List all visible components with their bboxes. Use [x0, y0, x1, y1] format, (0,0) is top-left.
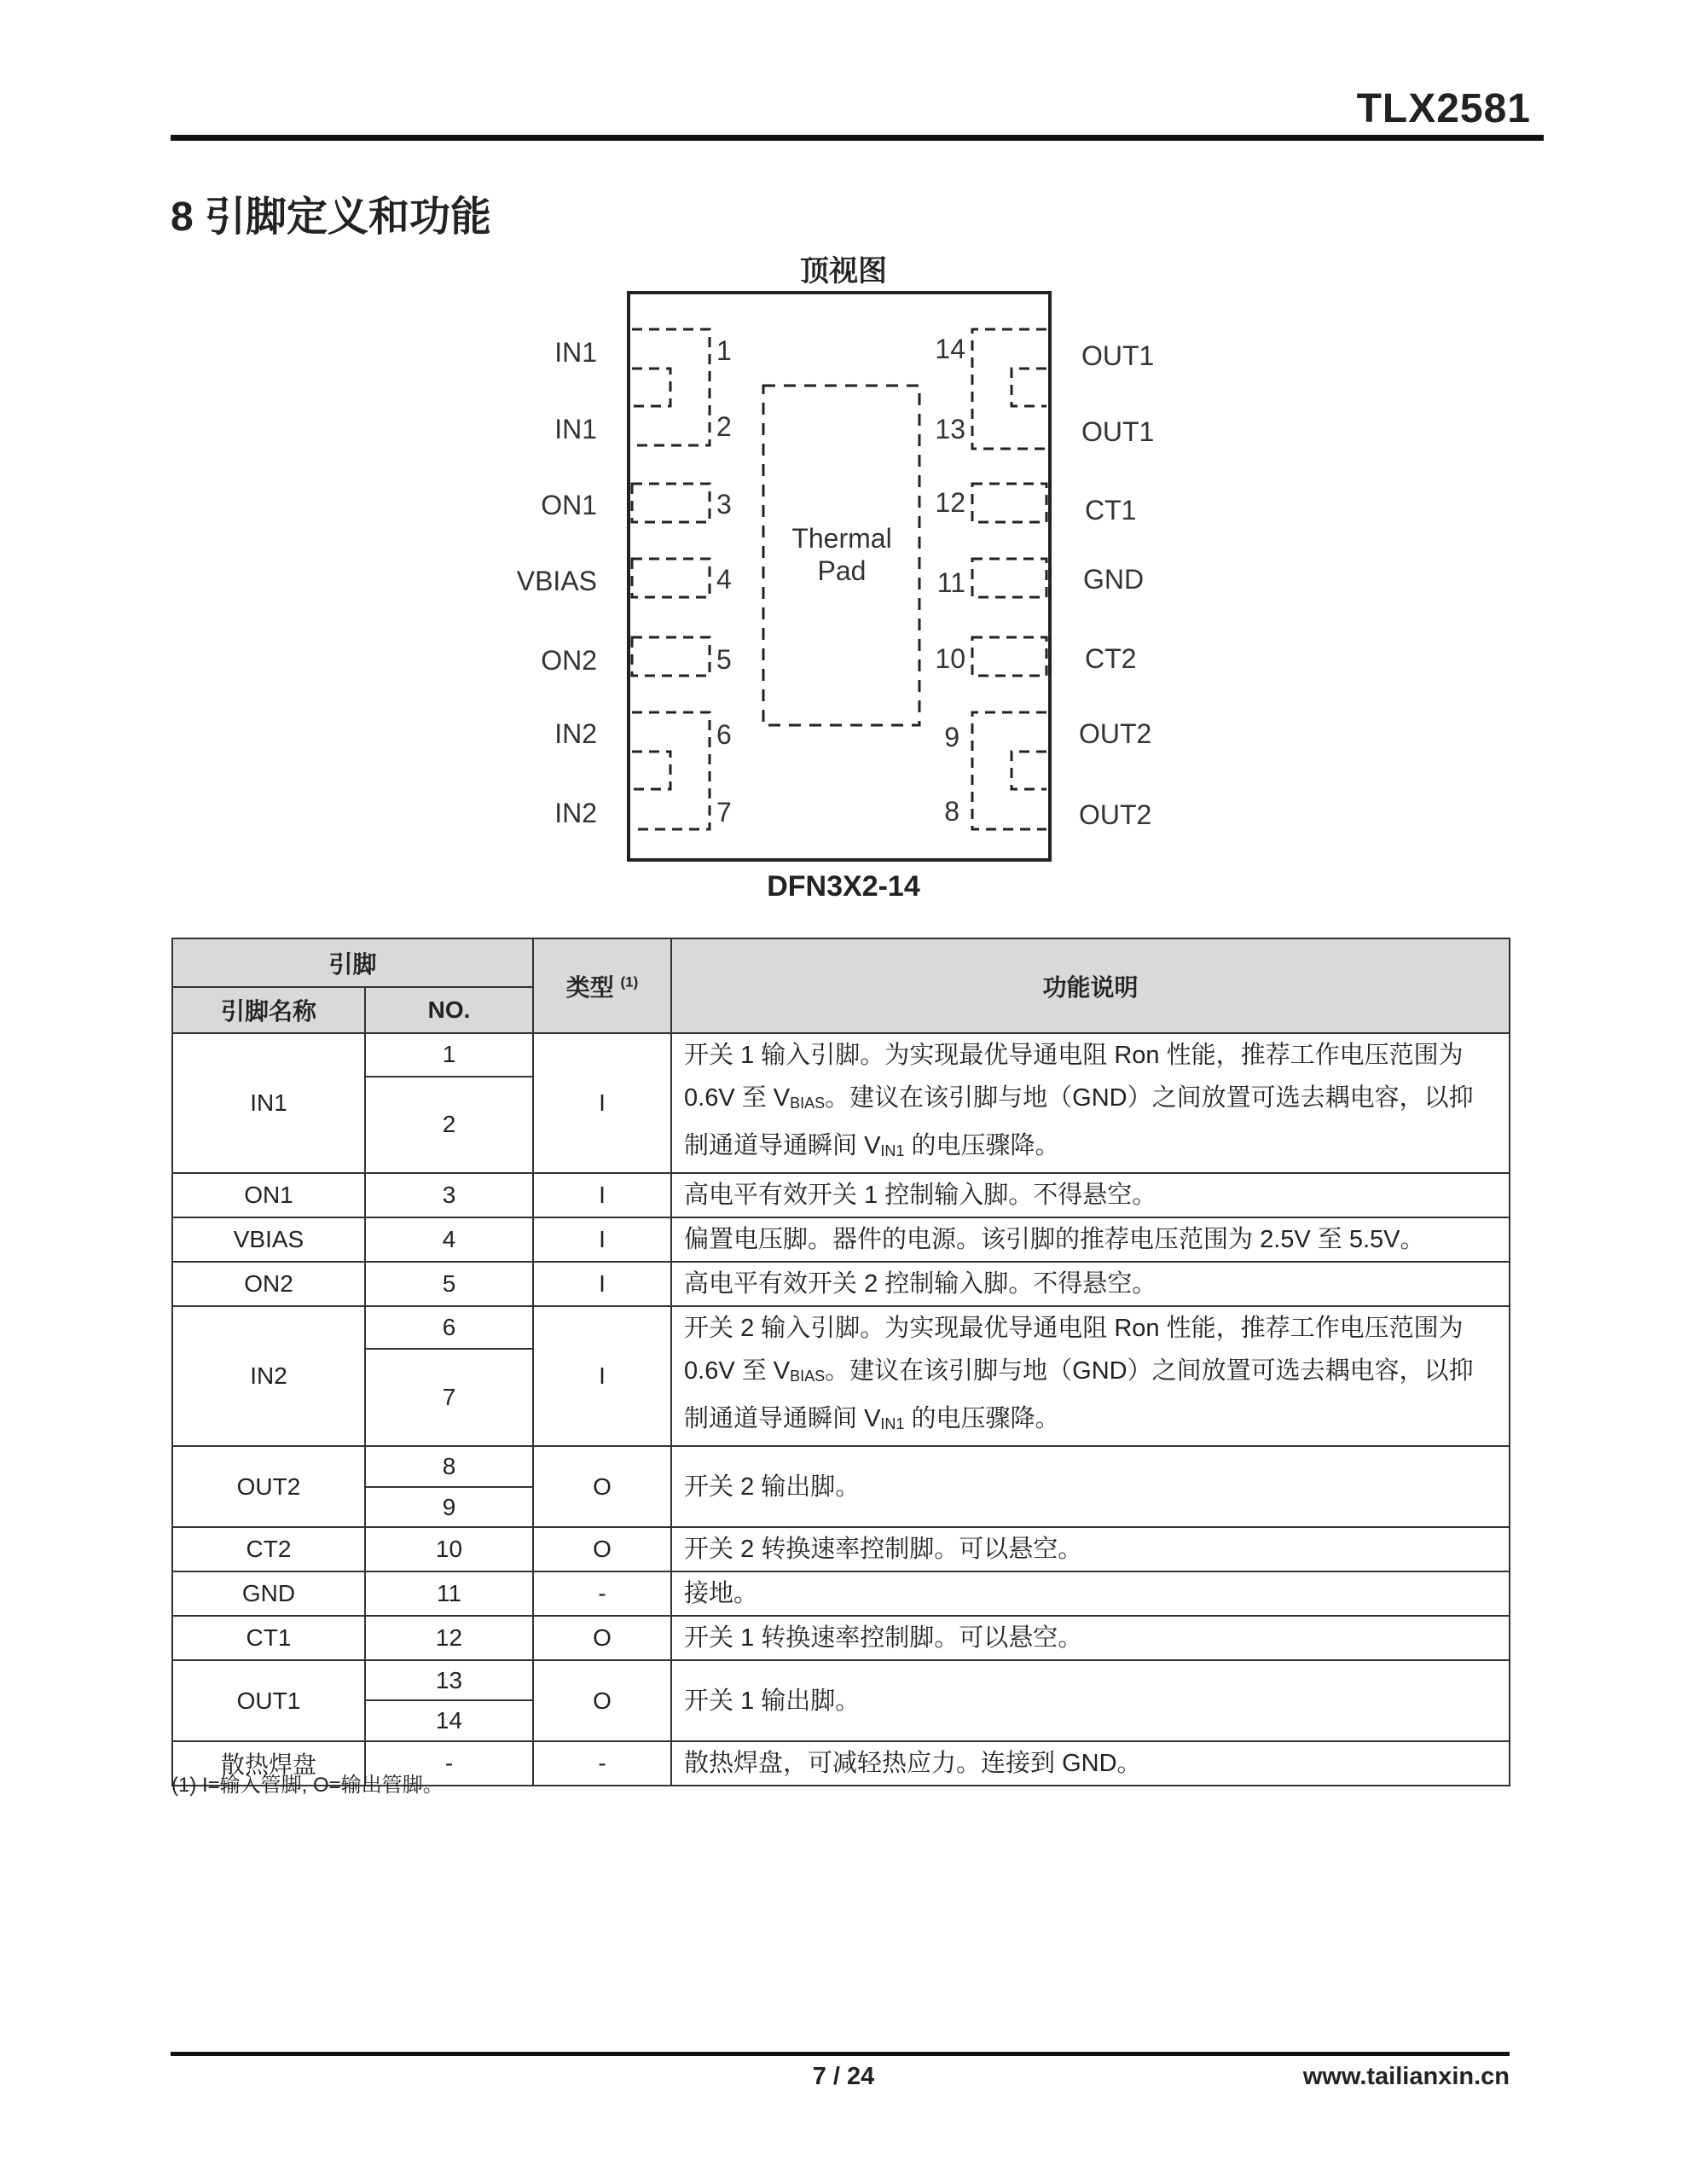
right-pin-no-11: 11	[936, 567, 965, 598]
right-pin-name-8: OUT2	[1079, 799, 1152, 830]
table-footnote: (1) I=输入管脚, O=输出管脚。	[171, 1774, 443, 1797]
part-number: TLX2581	[1356, 86, 1531, 131]
right-pin-name-9: OUT2	[1079, 718, 1152, 749]
footer-rule	[171, 2052, 1510, 2056]
table-row-out1	[172, 1660, 1510, 1700]
right-pin-name-13: OUT1	[1081, 416, 1155, 447]
cell-type: I	[533, 1262, 671, 1306]
cell-desc: 偏置电压脚。器件的电源。该引脚的推荐电压范围为 2.5V 至 5.5V。	[671, 1217, 1510, 1262]
cell-name: ON1	[172, 1173, 365, 1217]
cell-name: IN1	[172, 1033, 365, 1173]
pad-out2-notch	[1012, 752, 1046, 789]
table-row-out2	[172, 1446, 1510, 1487]
header-pin-name: 引脚名称	[172, 987, 365, 1033]
table-row-in2	[172, 1306, 1510, 1349]
left-pin-name-3: ON1	[541, 490, 597, 520]
table-row-ct1	[172, 1616, 1510, 1660]
left-pin-name-6: IN2	[554, 718, 597, 749]
cell-no: 13	[365, 1660, 533, 1700]
cell-desc: 散热焊盘，可减轻热应力。连接到 GND。	[671, 1741, 1510, 1786]
left-pin-name-2: IN1	[554, 414, 597, 444]
cell-name: ON2	[172, 1262, 365, 1306]
diagram-view-label: 顶视图	[800, 255, 887, 288]
header-function: 功能说明	[671, 938, 1510, 1033]
left-pin-no-5: 5	[716, 644, 732, 675]
left-pin-no-4: 4	[716, 564, 732, 595]
header-type: 类型 $^{(1)}$	[533, 938, 671, 1033]
cell-type: O	[533, 1446, 671, 1527]
right-pin-no-9: 9	[944, 722, 959, 752]
cell-type: -	[533, 1571, 671, 1616]
thermal-pad-label-2: Pad	[817, 555, 867, 586]
table-row-vbias	[172, 1217, 1510, 1262]
thermal-pad-label-1: Thermal	[791, 523, 892, 554]
cell-no: 7	[365, 1349, 533, 1446]
cell-desc: 高电平有效开关 1 控制输入脚。不得悬空。	[671, 1173, 1510, 1217]
right-pin-name-10: CT2	[1085, 643, 1137, 674]
left-pin-name-5: ON2	[541, 645, 597, 676]
package-name: DFN3X2-14	[767, 870, 920, 903]
cell-no: 2	[365, 1077, 533, 1173]
left-pin-no-2: 2	[716, 411, 732, 442]
page-number: 7 / 24	[812, 2063, 875, 2090]
cell-type: I	[533, 1217, 671, 1262]
cell-name: VBIAS	[172, 1217, 365, 1262]
cell-name: CT1	[172, 1616, 365, 1660]
pad-ct1	[972, 484, 1046, 522]
table-row-gnd	[172, 1571, 1510, 1616]
header-type-note: (1)	[620, 973, 639, 990]
cell-desc: 开关 1 转换速率控制脚。可以悬空。	[671, 1616, 1510, 1660]
cell-no: 9	[365, 1487, 533, 1527]
cell-desc: 高电平有效开关 2 控制输入脚。不得悬空。	[671, 1262, 1510, 1306]
right-pin-no-13: 13	[935, 414, 965, 444]
cell-no: 3	[365, 1173, 533, 1217]
cell-desc: 开关 2 转换速率控制脚。可以悬空。	[671, 1527, 1510, 1571]
cell-desc: 开关 2 输入引脚。为实现最优导通电阻 Ron 性能，推荐工作电压范围为 0.6V 至 $V_{BIAS}$。建议在该引脚与地（GND）之间放置可选去耦电容，以抑制通道导通瞬间 $V_{IN1}$ 的电压骤降。	[671, 1306, 1510, 1446]
cell-no: 4	[365, 1217, 533, 1262]
pad-ct2	[972, 637, 1046, 676]
header-pin-group: 引脚	[172, 938, 533, 987]
right-pin-name-14: OUT1	[1081, 340, 1155, 371]
pad-in2-notch	[632, 752, 670, 789]
cell-type: I	[533, 1306, 671, 1446]
cell-type: O	[533, 1527, 671, 1571]
left-pin-name-7: IN2	[554, 798, 597, 828]
cell-name: GND	[172, 1571, 365, 1616]
pad-on2	[632, 637, 710, 676]
pin-function-table	[171, 938, 1510, 1786]
right-pin-no-14: 14	[935, 334, 965, 364]
cell-desc: 开关 1 输入引脚。为实现最优导通电阻 Ron 性能，推荐工作电压范围为 0.6V 至 $V_{BIAS}$。建议在该引脚与地（GND）之间放置可选去耦电容，以抑制通道导通瞬间 $V_{IN1}$ 的电压骤降。	[671, 1033, 1510, 1173]
left-pin-no-1: 1	[716, 335, 732, 366]
pad-out1-double	[972, 329, 1046, 449]
cell-no: 8	[365, 1446, 533, 1487]
cell-no: 6	[365, 1306, 533, 1349]
cell-type: I	[533, 1173, 671, 1217]
table-row-ct2	[172, 1527, 1510, 1571]
cell-type: O	[533, 1616, 671, 1660]
left-pad-group	[632, 329, 710, 829]
pad-on1	[632, 484, 710, 522]
pad-in1-notch	[632, 369, 670, 406]
table-row-in1	[172, 1033, 1510, 1077]
cell-type: O	[533, 1660, 671, 1741]
cell-no: -	[365, 1741, 533, 1786]
cell-name: CT2	[172, 1527, 365, 1571]
right-pin-no-8: 8	[944, 796, 959, 827]
cell-desc: 开关 2 输出脚。	[671, 1446, 1510, 1527]
cell-name: OUT1	[172, 1660, 365, 1741]
pad-out1-notch	[1012, 369, 1046, 406]
table-row-on2	[172, 1262, 1510, 1306]
cell-desc: 开关 1 输出脚。	[671, 1660, 1510, 1741]
right-pad-group	[972, 329, 1046, 829]
left-pin-name-1: IN1	[554, 337, 597, 368]
pad-vbias	[632, 559, 710, 597]
header-pin-no: NO.	[365, 987, 533, 1033]
cell-name: 散热焊盘	[172, 1741, 365, 1786]
cell-no: 1	[365, 1033, 533, 1077]
pad-gnd	[972, 559, 1046, 597]
cell-desc: 接地。	[671, 1571, 1510, 1616]
right-pin-name-12: CT1	[1085, 495, 1137, 526]
pinout-diagram	[0, 0, 1687, 904]
right-pin-name-11: GND	[1083, 564, 1145, 595]
cell-no: 5	[365, 1262, 533, 1306]
cell-name: OUT2	[172, 1446, 365, 1527]
left-pin-no-3: 3	[716, 489, 732, 520]
cell-no: 12	[365, 1616, 533, 1660]
cell-type: -	[533, 1741, 671, 1786]
pad-out2-double	[972, 712, 1046, 829]
right-pin-no-12: 12	[935, 487, 965, 518]
table-row-on1	[172, 1173, 1510, 1217]
right-pin-no-10: 10	[935, 643, 965, 674]
cell-type: I	[533, 1033, 671, 1173]
website-link[interactable]: www.tailianxin.cn	[1302, 2063, 1510, 2090]
cell-no: 10	[365, 1527, 533, 1571]
cell-no: 11	[365, 1571, 533, 1616]
left-pin-no-7: 7	[716, 797, 732, 828]
cell-name: IN2	[172, 1306, 365, 1446]
left-pin-no-6: 6	[716, 719, 732, 750]
section-title: 8 引脚定义和功能	[171, 195, 492, 240]
left-pin-name-4: VBIAS	[516, 566, 597, 596]
cell-no: 14	[365, 1700, 533, 1741]
